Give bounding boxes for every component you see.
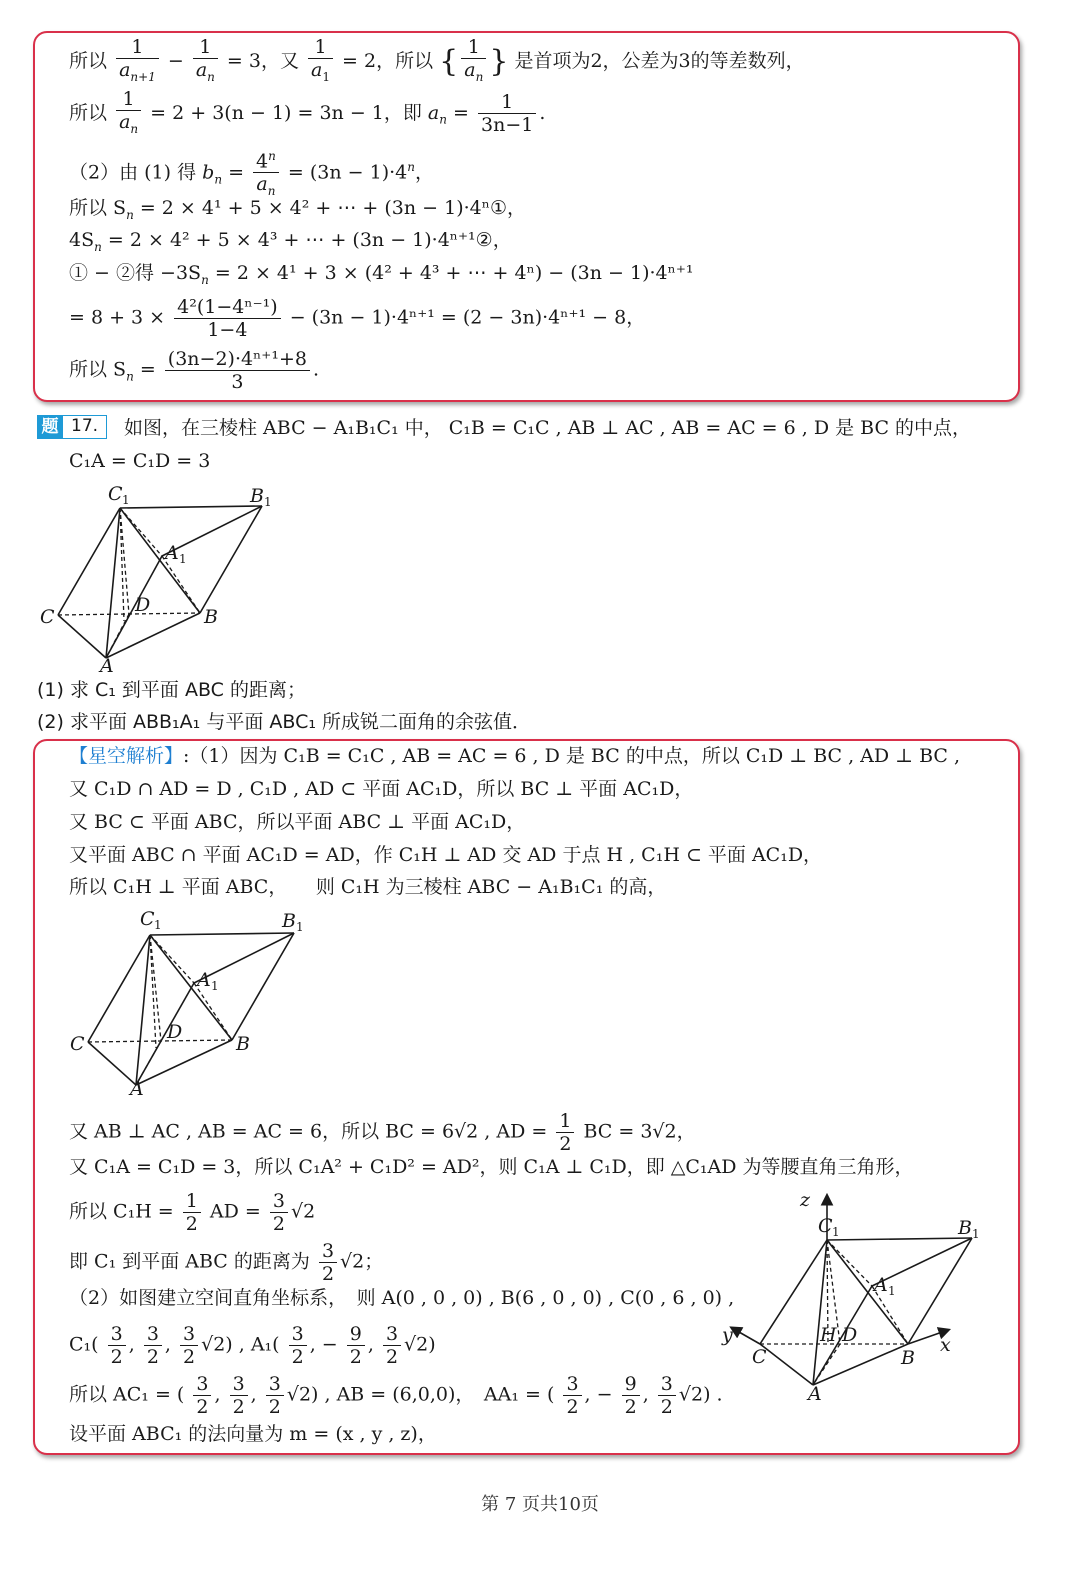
label-a: A bbox=[100, 655, 114, 674]
edge-ab bbox=[106, 613, 200, 658]
label-z: z bbox=[800, 1189, 811, 1211]
analysis-title: 【星空解析】 bbox=[69, 745, 184, 767]
label-a1: A bbox=[197, 969, 211, 991]
analysis-line-7: 又 C₁A = C₁D = 3，所以 C₁A² + C₁D² = AD²，则 C₁A ⊥ C₁D，即 △C₁AD 为等腰直角三角形， bbox=[69, 1156, 914, 1178]
analysis-line-5: 所以 C₁H ⊥ 平面 ABC， 则 C₁H 为三棱柱 ABC − A₁B₁C₁ 的高， bbox=[69, 876, 667, 898]
svg-text:1: 1 bbox=[888, 1284, 896, 1298]
analysis-line-11: C₁( $\frac{3}{2}$ , $\frac{3}{2}$ , $\frac{3}{2}$ √2) , A₁( $\frac{3}{2}$ , − $\frac{9}{2}$ , $\frac{3}{2}$ √2) bbox=[69, 1323, 436, 1368]
analysis-line-6: 又 AB ⊥ AC , AB = AC = 6，所以 BC = 6√2 , AD = $\frac{1}{2}$ BC = 3√2， bbox=[69, 1110, 696, 1155]
question-text-2: C₁A = C₁D = 3 bbox=[69, 450, 211, 472]
line-8: 所以 $S_n$ = $\frac{\text{(3n−2)·4ⁿ⁺¹+8}}{3}$ . bbox=[69, 348, 320, 393]
analysis-line-10: （2）如图建立空间直角坐标系， 则 A(0 , 0 , 0) , B(6 , 0 , 0) , C(0 , 6 , 0) , bbox=[69, 1287, 735, 1309]
question-tag: 题 17. bbox=[37, 415, 107, 439]
prism-figure-2 bbox=[66, 905, 316, 1101]
label-b1: B bbox=[958, 1217, 972, 1239]
svg-text:1: 1 bbox=[972, 1227, 980, 1241]
svg-text:1: 1 bbox=[296, 920, 304, 934]
svg-text:1: 1 bbox=[122, 493, 130, 507]
line-4: 所以 $S_n = 2 \times 4^1 + 5 \times 4^2$ + ⋯ + (3n − 1)·4ⁿ①， bbox=[69, 197, 527, 222]
label-d: D bbox=[167, 1021, 183, 1043]
line-6: ① − ②得 $-3S_n = 2 \times 4^1 + 3 \times (4^2 + 4^3$ + ⋯ + 4ⁿ) − (3n − 1)·4ⁿ⁺¹ bbox=[69, 262, 694, 287]
label-d: D bbox=[135, 594, 151, 616]
label-b: B bbox=[901, 1347, 915, 1369]
label-c1: C bbox=[140, 908, 155, 930]
svg-text:1: 1 bbox=[154, 918, 162, 932]
edge-ca bbox=[58, 615, 106, 658]
analysis-line-9: 即 C₁ 到平面 ABC 的距离为 $\frac{3}{2}$ √2； bbox=[69, 1240, 384, 1285]
label-a1: A bbox=[874, 1274, 888, 1296]
line-1: 所以 $\frac{1}{a_{n+1}}$ − $\frac{1}{a_n}$ = 3，又 $\frac{1}{a_1}$ = 2，所以 { $\frac{1}{a_n}$ } 是首项为2，公差为3的等差数列， bbox=[69, 36, 805, 84]
line-2: 所以 $\frac{1}{a_n}$ = 2 + 3(n − 1) = 3n − 1，即 $a_n$ = $\frac{1}{3n-1}$ . bbox=[69, 88, 546, 137]
label-h: H bbox=[820, 1324, 837, 1346]
line-5: $4S_n = 2 \times 4^2 + 5 \times 4^3$ + ⋯ + (3n − 1)·4ⁿ⁺¹②， bbox=[69, 229, 512, 254]
analysis-line-3: 又 BC ⊂ 平面 ABC，所以平面 ABC ⊥ 平面 AC₁D， bbox=[69, 811, 526, 833]
analysis-line-8: 所以 C₁H = $\frac{1}{2}$ AD = $\frac{3}{2}$ √2 bbox=[69, 1190, 316, 1235]
line-3: （2）由 (1) 得 $b_n$ = $\frac{4^n}{a_n}$ = $(3n - 1)\cdot 4^n$， bbox=[69, 145, 434, 202]
edge-c1c bbox=[58, 508, 120, 615]
coordinate-figure bbox=[718, 1188, 998, 1408]
label-b1: B bbox=[282, 910, 296, 932]
edge-c1b1 bbox=[120, 506, 262, 508]
analysis-line-2: 又 C₁D ∩ AD = D , C₁D , AD ⊂ 平面 AC₁D，所以 BC ⊥ 平面 AC₁D， bbox=[69, 778, 694, 800]
y-axis bbox=[732, 1328, 760, 1344]
label-c1: C bbox=[108, 483, 123, 505]
analysis-line-4: 又平面 ABC ∩ 平面 AC₁D = AD，作 C₁H ⊥ AD 交 AD 于点 H , C₁H ⊂ 平面 AC₁D， bbox=[69, 844, 823, 866]
svg-text:1: 1 bbox=[832, 1225, 840, 1239]
question-text: 如图，在三棱柱 ABC − A₁B₁C₁ 中， C₁B = C₁C , AB ⊥ AC , AB = AC = 6 , D 是 BC 的中点， bbox=[124, 417, 972, 439]
label-d: D bbox=[842, 1324, 858, 1346]
page-footer: 第 7 页共10页 bbox=[481, 1494, 599, 1515]
label-a: A bbox=[808, 1383, 822, 1405]
svg-text:1: 1 bbox=[179, 552, 187, 566]
label-c: C bbox=[752, 1346, 767, 1368]
label-c1: C bbox=[818, 1215, 833, 1237]
question-part-2: (2) 求平面 ABB₁A₁ 与平面 ABC₁ 所成锐二面角的余弦值． bbox=[37, 711, 531, 733]
label-a1: A bbox=[165, 542, 179, 564]
analysis-line-12: 所以 AC₁ = ( $\frac{3}{2}$ , $\frac{3}{2}$ , $\frac{3}{2}$ √2) , AB = (6,0,0)， AA₁ = ( $\frac{3}{2}$ , − $\frac{9}{2}$ , $\frac{3}{2}$ √2) . bbox=[69, 1373, 723, 1418]
analysis-line-13: 设平面 ABC₁ 的法向量为 m = (x , y , z)， bbox=[69, 1423, 437, 1445]
label-x: x bbox=[940, 1334, 951, 1356]
label-a: A bbox=[130, 1078, 144, 1100]
prism-figure-1 bbox=[36, 478, 286, 674]
label-b1: B bbox=[250, 485, 264, 507]
edge-c1d-hidden bbox=[120, 508, 129, 614]
question-part-1: (1) 求 C₁ 到平面 ABC 的距离； bbox=[37, 679, 306, 701]
analysis-line-1: 【星空解析】:（1）因为 C₁B = C₁C , AB = AC = 6 , D 是 BC 的中点，所以 C₁D ⊥ BC , AD ⊥ BC , bbox=[69, 745, 961, 767]
label-c: C bbox=[70, 1033, 85, 1055]
label-b: B bbox=[236, 1033, 250, 1055]
label-c: C bbox=[40, 606, 55, 628]
label-y: y bbox=[722, 1324, 733, 1346]
label-b: B bbox=[204, 606, 218, 628]
line-7: = 8 + 3 × $\frac{\text{4²(1−4ⁿ⁻¹)}}{1-4}$ − (3n − 1)·4ⁿ⁺¹ = (2 − 3n)·4ⁿ⁺¹ − 8， bbox=[69, 296, 646, 341]
edge-c1a1-hidden bbox=[120, 508, 162, 556]
svg-text:1: 1 bbox=[264, 495, 272, 509]
svg-text:1: 1 bbox=[211, 979, 219, 993]
